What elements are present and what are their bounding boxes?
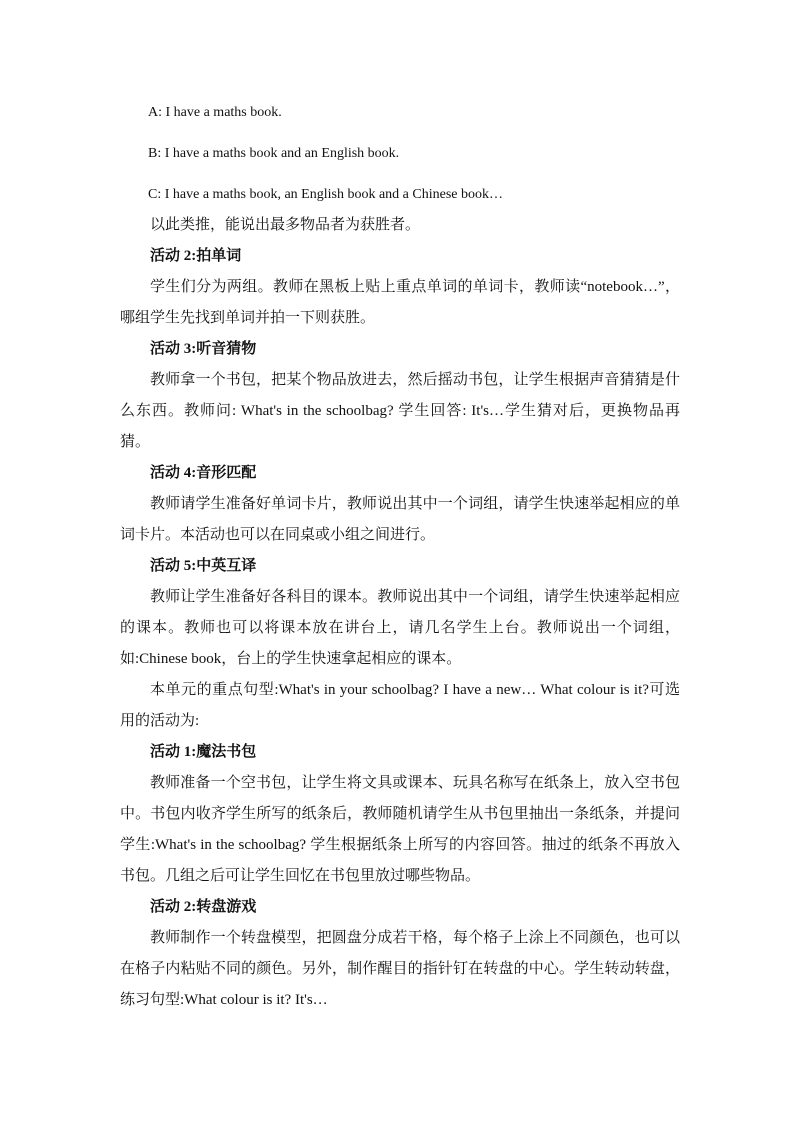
example-line-a: A: I have a maths book. xyxy=(148,105,282,120)
paragraph-sound-shape-match: 教师请学生准备好单词卡片，教师说出其中一个词组，请学生快速举起相应的单词卡片。本活动也可以在同桌或小组之间进行。 xyxy=(120,496,680,543)
document-content xyxy=(120,98,680,1016)
heading-activity-4-sound-shape-match: 活动 4:音形匹配 xyxy=(150,465,257,481)
paragraph-guess-by-sound: 教师拿一个书包，把某个物品放进去，然后摇动书包，让学生根据声音猜猜是什么东西。教师问: What's in the schoolbag? 学生回答: It's…学生猜对后，更换物品再猜。 xyxy=(120,372,680,450)
paragraph-magic-schoolbag: 教师准备一个空书包，让学生将文具或课本、玩具名称写在纸条上，放入空书包中。书包内收齐学生所写的纸条后，教师随机请学生从书包里抽出一条纸条，并提问学生:What's in the schoolbag? 学生根据纸条上所写的内容回答。抽过的纸条不再放入书包。几组之后可让学生回忆在书包里放过哪些物品。 xyxy=(120,775,680,884)
example-line-c: C: I have a maths book, an English book and a Chinese book… xyxy=(148,187,503,202)
heading-activity-2-spinner-game: 活动 2:转盘游戏 xyxy=(150,899,257,915)
heading-activity-3-guess-by-sound: 活动 3:听音猜物 xyxy=(150,341,257,357)
paragraph-slap-words: 学生们分为两组。教师在黑板上贴上重点单词的单词卡，教师读“notebook…”，哪组学生先找到单词并拍一下则获胜。 xyxy=(120,279,680,326)
paragraph-spinner-game: 教师制作一个转盘模型，把圆盘分成若干格，每个格子上涂上不同颜色，也可以在格子内粘贴不同的颜色。另外，制作醒目的指针钉在转盘的中心。学生转动转盘，练习句型:What colour is it? It's… xyxy=(120,930,680,1008)
heading-activity-1-magic-schoolbag: 活动 1:魔法书包 xyxy=(150,744,257,760)
paragraph-winner-rule: 以此类推，能说出最多物品者为获胜者。 xyxy=(150,217,421,233)
example-line-b: B: I have a maths book and an English book. xyxy=(148,146,400,161)
paragraph-key-sentences: 本单元的重点句型:What's in your schoolbag? I have a new… What colour is it?可选用的活动为: xyxy=(120,682,680,729)
heading-activity-5-translation: 活动 5:中英互译 xyxy=(150,558,257,574)
paragraph-translation: 教师让学生准备好各科目的课本。教师说出其中一个词组，请学生快速举起相应的课本。教师也可以将课本放在讲台上，请几名学生上台。教师说出一个词组，如:Chinese book，台上的学生快速拿起相应的课本。 xyxy=(120,589,680,667)
heading-activity-2-slap-words: 活动 2:拍单词 xyxy=(150,248,242,264)
